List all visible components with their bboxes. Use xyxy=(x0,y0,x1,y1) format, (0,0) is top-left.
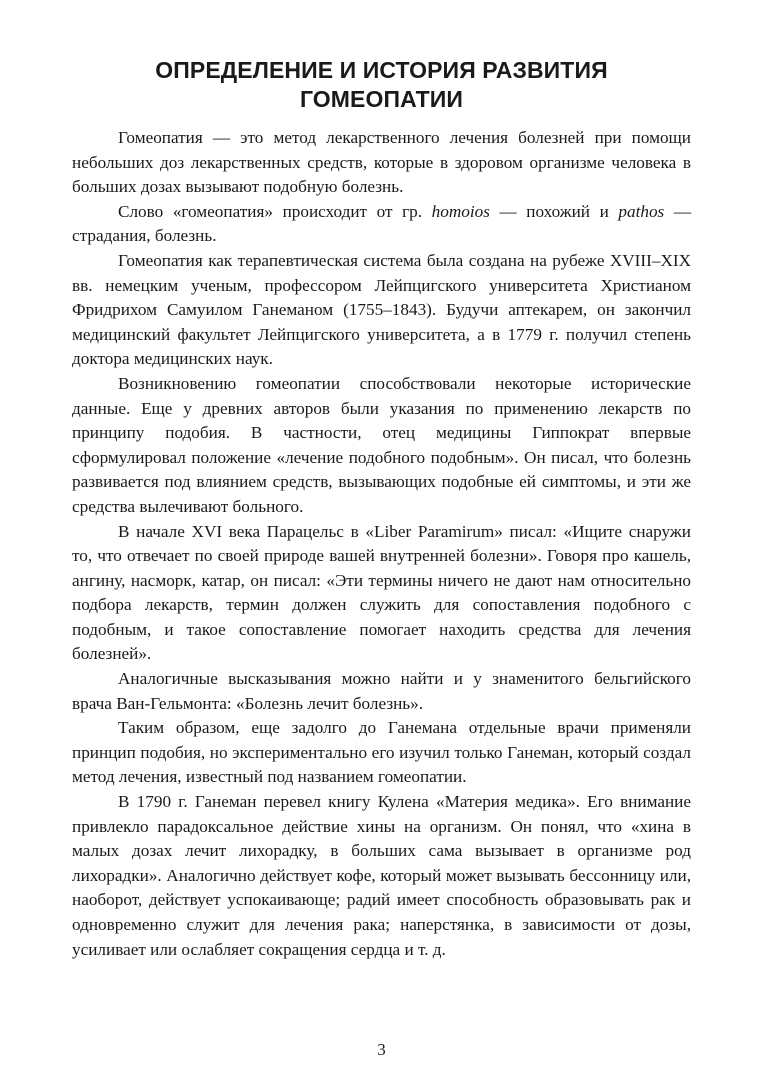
body-text xyxy=(72,126,691,962)
paragraph-origin: Гомеопатия как терапевтическая система была создана на рубеже XVIII–XIX вв. немецким ученым, профессором Лейпцигского университета Христианом Фридрихом Самуилом Ганеманом (1755–1843). Будучи аптекарем, он закончил медицинский факультет Лейпцигского университета, а в 1779 г. получил степень доктора медицинских наук. xyxy=(72,250,691,369)
term-pathos: pathos xyxy=(618,201,665,221)
paragraph-paracelsus: В начале XVI века Парацельс в «Liber Paramirum» писал: «Ищите снаружи то, что отвечает по своей природе вашей внутренней болезни». Говоря про кашель, ангину, насморк, катар, он писал: «Эти термины ничего не дают нам относительно подбора лекарств, термин должен служить для сопоставления подобного с подобным, и такое сопоставление помогает находить средства для лечения болезней». xyxy=(72,521,691,664)
paragraph-van-helmont: Аналогичные высказывания можно найти и у знаменитого бельгийского врача Ван-Гельмонта: «Болезнь лечит болезнь». xyxy=(72,669,691,713)
paragraph-history: Возникновению гомеопатии способствовали некоторые исторические данные. Еще у древних авторов были указания по применению лекарств по принципу подобия. В частности, отец медицины Гиппократ впервые сформулировал положение «лечение подобного подобным». Он писал, что болезнь развивается под влиянием средств, вызывающих подобные ей симптомы, и эти же средства вылечивают больного. xyxy=(72,373,691,516)
etymology-text-after: — страдания, болезнь. xyxy=(72,201,692,246)
chapter-title-line-2: ГОМЕОПАТИИ xyxy=(299,86,464,112)
paragraph-similarity-principle: Таким образом, еще задолго до Ганемана отдельные врачи применяли принцип подобия, но экспериментально его изучил только Ганеман, который создал метод лечения, известный под названием гомеопатии. xyxy=(72,718,691,787)
etymology-text-middle: — похожий и xyxy=(489,201,619,221)
chapter-title xyxy=(72,56,691,114)
paragraph-1790: В 1790 г. Ганеман перевел книгу Кулена «Материя медика». Его внимание привлекло парадоксальное действие хины на организм. Он понял, что «хина в малых дозах лечит лихорадку, в больших сама вызывает в организме род лихорадки». Аналогично действует кофе, который может вызывать бессонницу или, наоборот, действует успокаивающе; радий имеет способность образовывать рак и одновременно служит для лечения рака; наперстянка, в зависимости от дозы, усиливает или ослабляет сокращения сердца и т. д. xyxy=(72,792,691,959)
term-homoios: homoios xyxy=(431,201,490,221)
page-number: 3 xyxy=(377,1040,386,1059)
etymology-text-before: Слово «гомеопатия» происходит от гр. xyxy=(118,201,432,221)
chapter-title-line-1: ОПРЕДЕЛЕНИЕ И ИСТОРИЯ РАЗВИТИЯ xyxy=(155,57,608,83)
paragraph-definition: Гомеопатия — это метод лекарственного лечения болезней при помощи небольших доз лекарственных средств, которые в здоровом организме человека в больших дозах вызывают подобную болезнь. xyxy=(72,128,691,197)
paragraph-etymology xyxy=(72,200,691,249)
